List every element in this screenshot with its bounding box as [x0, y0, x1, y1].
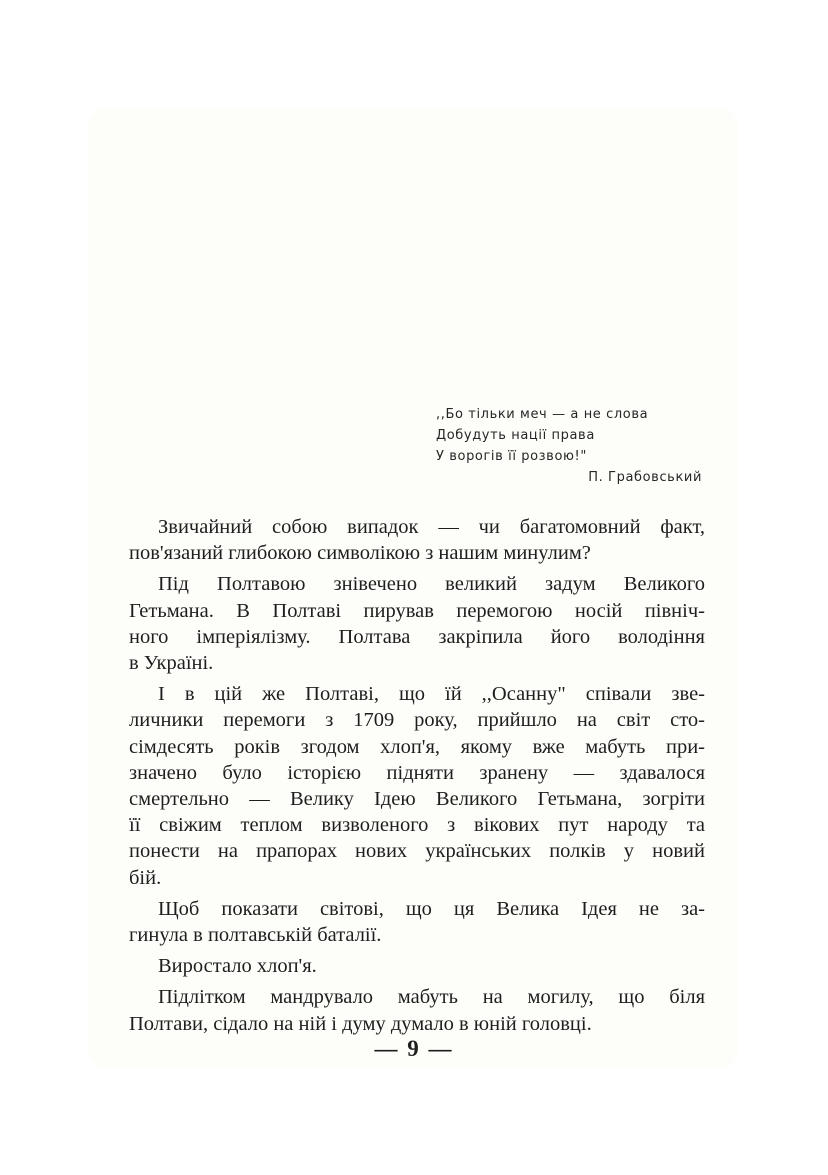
text-line: Підлітком мандрувало мабуть на могилу, що біля: [158, 986, 705, 1009]
text-line: смертельно — Велику Ідею Великого Гетьмана, зогріти: [129, 788, 705, 811]
text-line: сімдесять років згодом хлоп'я, якому вже мабуть при-: [129, 735, 705, 758]
text-line: в Україні.: [129, 652, 214, 675]
paragraph: [129, 953, 705, 979]
text-line: Гетьмана. В Полтаві пирував перемогою носій північ-: [129, 599, 705, 622]
text-line: Полтави, сідало на ній і думу думало в юній головці.: [129, 1012, 592, 1035]
text-line: Звичайний собою випадок — чи багатомовний факт,: [158, 516, 705, 538]
text-line: бій.: [129, 866, 162, 889]
epigraph-line: Добудуть нації права: [436, 428, 595, 443]
text-line: пов'язаний глибокою символікою з нашим минулим?: [129, 542, 591, 565]
body-text: [129, 514, 705, 1042]
text-line: гинула в полтавській баталії.: [129, 924, 382, 947]
text-line: понести на прапорах нових українських полків у новий: [129, 840, 705, 863]
page-number: — 9 —: [374, 1036, 454, 1061]
text-line: Щоб показати світові, що ця Велика Ідея не за-: [158, 897, 705, 920]
paragraph: [129, 681, 705, 891]
paragraph: [129, 896, 705, 948]
text-line: І в цій же Полтаві, що їй ,,Осанну" співали зве-: [158, 683, 705, 706]
text-line: значено було історією підняти зранену — здавалося: [129, 761, 705, 784]
epigraph-line: У ворогів її розвою!": [436, 449, 587, 464]
text-line: її свіжим теплом визволеного з вікових пут народу та: [129, 814, 705, 837]
text-line: Виростало хлоп'я.: [158, 955, 317, 978]
epigraph-author: П. Грабовський: [588, 470, 702, 485]
epigraph: [436, 404, 706, 488]
paragraph: [129, 984, 705, 1036]
text-line: ного імперіялізму. Полтава закріпила його володіння: [129, 625, 705, 648]
text-line: Під Полтавою знівечено великий задум Великого: [158, 573, 705, 596]
text-line: личники перемоги з 1709 року, прийшло на світ сто-: [129, 709, 705, 732]
paragraph: [129, 571, 705, 676]
epigraph-line: ,,Бо тільки меч — а не слова: [436, 407, 649, 422]
paragraph: [129, 514, 705, 566]
